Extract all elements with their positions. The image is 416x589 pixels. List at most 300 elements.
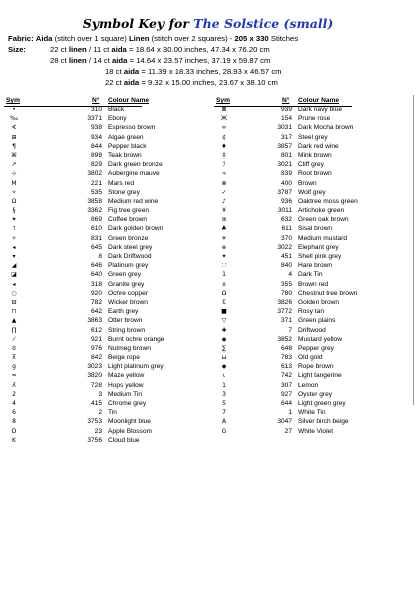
colour-name: Tin xyxy=(108,409,117,417)
symbol-glyph: ∢ xyxy=(11,124,17,132)
floss-number: 611 xyxy=(281,225,292,233)
colour-name: Otter brown xyxy=(108,317,143,325)
symbol-glyph: ˥ xyxy=(12,225,16,233)
symbol-glyph: x xyxy=(222,280,226,288)
key-row xyxy=(214,170,414,179)
floss-number: 801 xyxy=(280,151,292,159)
floss-number: 3852 xyxy=(277,335,292,343)
key-row xyxy=(214,317,414,326)
fabric-aida-note: (stitch over 1 square) xyxy=(54,34,127,43)
floss-number: 921 xyxy=(90,335,102,343)
floss-number: 3021 xyxy=(277,161,292,169)
key-row xyxy=(4,115,209,124)
key-row xyxy=(214,189,414,198)
sym-header: Sym xyxy=(216,97,230,104)
colour-name: Silver birch beige xyxy=(298,418,349,426)
title-prefix: Symbol Key for xyxy=(82,16,189,31)
key-row xyxy=(214,161,414,170)
floss-number: 613 xyxy=(280,363,292,371)
symbol-glyph: ɩ xyxy=(222,372,226,380)
key-row xyxy=(4,216,209,225)
colour-name: Pepper black xyxy=(108,142,147,150)
symbol-glyph: ʎ xyxy=(12,381,16,389)
symbol-glyph: ⊹ xyxy=(11,170,17,178)
key-row xyxy=(214,418,414,427)
colour-name: Fig tree green xyxy=(108,207,150,215)
key-row xyxy=(4,235,209,244)
key-row xyxy=(4,271,209,280)
floss-number: 23 xyxy=(94,427,102,435)
floss-number: 938 xyxy=(90,124,102,132)
symbol-glyph: ¶ xyxy=(12,142,16,150)
colour-name: Algae green xyxy=(108,133,144,141)
symbol-glyph: ✚ xyxy=(221,326,227,334)
floss-number: 640 xyxy=(90,271,102,279)
symbol-glyph: ⌘ xyxy=(11,151,17,159)
key-row xyxy=(4,198,209,207)
colour-name: Sisal brown xyxy=(298,225,333,233)
colour-name: Platinum grey xyxy=(108,262,149,270)
colour-name: Light tangerine xyxy=(298,372,342,380)
key-row xyxy=(4,418,209,427)
size-row-4: 22 ct aida = 9.32 x 15.00 inches, 23.67 x 38.10 cm xyxy=(105,78,278,87)
floss-number: 610 xyxy=(90,225,102,233)
key-row xyxy=(214,363,414,372)
colour-name: Hops yellow xyxy=(108,381,144,389)
colour-name: Apple Blossom xyxy=(108,427,152,435)
symbol-glyph: Ж xyxy=(220,115,228,123)
colour-name: Dark navy blue xyxy=(298,106,342,113)
floss-number: 842 xyxy=(90,354,102,362)
colour-name: Nutmeg brown xyxy=(108,344,151,352)
symbol-glyph: ☀ xyxy=(221,234,227,242)
symbol-glyph: ‰ xyxy=(9,115,19,123)
colour-name: Cloud blue xyxy=(108,436,140,444)
colour-name: Rope brown xyxy=(298,363,334,371)
symbol-glyph: G xyxy=(221,427,227,435)
colour-name: Teak brown xyxy=(108,151,142,159)
key-row xyxy=(214,299,414,308)
key-row xyxy=(214,244,414,253)
key-row xyxy=(4,327,209,336)
colour-name: Brown xyxy=(298,179,317,187)
symbol-glyph: § xyxy=(12,207,16,215)
floss-number: 920 xyxy=(90,289,102,297)
colour-name: Burnt ochre orange xyxy=(108,335,165,343)
key-row xyxy=(4,409,209,418)
key-row xyxy=(4,382,209,391)
colour-name: Lemon xyxy=(298,381,319,389)
symbol-glyph: ■ xyxy=(221,308,227,316)
symbol-glyph: ℐ xyxy=(222,161,226,169)
floss-number: 646 xyxy=(90,262,102,270)
symbol-glyph: ♦ xyxy=(221,142,227,150)
symbol-glyph: Ω xyxy=(11,197,17,205)
floss-number: 939 xyxy=(280,106,292,113)
key-row xyxy=(214,225,414,234)
floss-number: 831 xyxy=(90,234,102,242)
floss-number: 154 xyxy=(280,115,292,123)
symbol-glyph: ✧ xyxy=(11,188,17,196)
floss-number: 780 xyxy=(280,289,292,297)
floss-number: 307 xyxy=(280,381,292,389)
symbol-glyph: ⊗ xyxy=(221,179,227,187)
colour-name: Dark Mocha brown xyxy=(298,124,354,132)
key-row xyxy=(4,391,209,400)
key-row xyxy=(214,124,414,133)
colour-name: Dark golden brown xyxy=(108,225,164,233)
colour-name: Ebony xyxy=(108,115,127,123)
symbol-glyph: ⊓ xyxy=(11,308,17,316)
colour-name: Granite grey xyxy=(108,280,145,288)
floss-number: 3011 xyxy=(277,207,292,215)
floss-number: 3371 xyxy=(87,115,102,123)
colour-name: Oyster grey xyxy=(298,390,333,398)
key-row xyxy=(4,345,209,354)
symbol-glyph: ʊ xyxy=(12,344,16,352)
symbol-glyph: ∷ xyxy=(222,262,226,270)
colour-name: Elephant grey xyxy=(298,243,339,251)
floss-number: 840 xyxy=(280,262,292,270)
key-row xyxy=(4,281,209,290)
key-row xyxy=(4,336,209,345)
key-row xyxy=(4,290,209,299)
key-row xyxy=(214,180,414,189)
floss-number: 3362 xyxy=(87,207,102,215)
colour-name: Aubergine mauve xyxy=(108,170,160,178)
floss-number: 648 xyxy=(280,344,292,352)
colour-name: Medium red wine xyxy=(108,197,159,205)
colour-name: Chestnut tree brown xyxy=(298,289,358,297)
left-key-header xyxy=(4,97,209,106)
key-row xyxy=(4,428,209,437)
floss-number: 3022 xyxy=(277,243,292,251)
symbol-glyph: ◪ xyxy=(11,271,17,279)
key-row xyxy=(4,124,209,133)
floss-number: 355 xyxy=(280,280,292,288)
key-row xyxy=(214,345,414,354)
symbol-glyph: ∑ xyxy=(221,344,227,352)
colour-name: Black xyxy=(108,106,125,113)
floss-number: 3772 xyxy=(277,308,292,316)
floss-number: 742 xyxy=(280,372,292,380)
symbol-glyph: ¢ xyxy=(222,133,226,141)
floss-number: 27 xyxy=(284,427,292,435)
colour-name: Artichoke green xyxy=(298,207,345,215)
key-row xyxy=(214,271,414,280)
symbol-glyph: 4 xyxy=(12,400,16,407)
colour-name: Medium Tin xyxy=(108,390,143,398)
floss-number: 898 xyxy=(90,151,102,159)
fabric-stitches-suffix: Stitches xyxy=(270,34,299,43)
colour-name: Dark green bronze xyxy=(108,161,163,169)
right-key-header xyxy=(214,97,414,106)
colour-name: Mink brown xyxy=(298,151,332,159)
floss-number: 535 xyxy=(90,188,102,196)
key-row xyxy=(214,308,414,317)
symbol-glyph: ♣ xyxy=(221,225,227,233)
symbol-glyph: 5 xyxy=(222,400,226,407)
floss-number: 612 xyxy=(90,326,102,334)
floss-number: 3857 xyxy=(277,142,292,150)
colour-name: Wicker brown xyxy=(108,298,148,306)
symbol-glyph: ϖ xyxy=(11,298,17,306)
key-row xyxy=(214,253,414,262)
symbol-glyph: ɵ xyxy=(222,243,226,251)
key-row xyxy=(4,143,209,152)
floss-number: 3802 xyxy=(87,170,102,178)
key-row xyxy=(4,152,209,161)
floss-number: 869 xyxy=(90,216,102,224)
size-row-1: 22 ct linen / 11 ct aida = 18.64 x 30.00 inches, 47.34 x 76.20 cm xyxy=(50,45,270,54)
floss-number: 3031 xyxy=(277,124,292,132)
floss-number: 3023 xyxy=(87,363,102,371)
floss-number: 400 xyxy=(280,179,292,187)
key-row xyxy=(4,134,209,143)
floss-number: 927 xyxy=(280,390,292,398)
key-row xyxy=(4,207,209,216)
floss-number: 782 xyxy=(90,298,102,306)
colour-name: Dark red wine xyxy=(298,142,339,150)
symbol-glyph: ¥ xyxy=(222,207,226,215)
symbol-glyph: ∞ xyxy=(221,124,227,132)
key-row xyxy=(214,152,414,161)
symbol-glyph: A xyxy=(221,418,227,426)
colour-name: Moonlight blue xyxy=(108,418,151,426)
floss-number: 8 xyxy=(98,253,102,260)
colour-name: Stone grey xyxy=(108,188,140,196)
key-row xyxy=(214,382,414,391)
symbol-glyph: ∏ xyxy=(11,326,17,334)
right-key-column xyxy=(214,97,414,437)
floss-number: 644 xyxy=(280,400,292,407)
colour-name: Dark Driftwood xyxy=(108,253,152,260)
key-row xyxy=(214,400,414,409)
colour-name: Dark steel grey xyxy=(108,243,153,251)
symbol-glyph: 1 xyxy=(222,381,226,389)
symbol-glyph: 6 xyxy=(12,409,16,417)
key-row xyxy=(4,262,209,271)
symbol-glyph: ✓ xyxy=(221,188,227,196)
colour-name: Dark Tin xyxy=(298,271,323,279)
pattern-name: The Solstice (small) xyxy=(193,16,334,31)
symbol-glyph: ◢ xyxy=(11,262,17,270)
floss-number: 829 xyxy=(90,161,102,169)
floss-number: 728 xyxy=(90,381,102,389)
symbol-glyph: 7 xyxy=(222,409,226,417)
colour-name: Green grey xyxy=(108,271,141,279)
key-row xyxy=(214,354,414,363)
key-row xyxy=(4,437,209,446)
key-row xyxy=(214,262,414,271)
colour-name: Mars red xyxy=(108,179,135,187)
floss-number: 370 xyxy=(280,234,292,242)
floss-number: 3820 xyxy=(87,372,102,380)
floss-number: 1 xyxy=(288,409,292,417)
fabric-stitches: 205 x 330 xyxy=(234,34,269,43)
colour-name: Old gold xyxy=(298,354,323,362)
size-label: Size: xyxy=(8,45,26,54)
floss-number: 4 xyxy=(288,271,292,279)
symbol-glyph: ≈ xyxy=(11,372,17,380)
key-row xyxy=(4,299,209,308)
colour-name: Shell pink grey xyxy=(298,253,342,260)
colour-name: Chrome grey xyxy=(108,400,147,407)
key-row xyxy=(214,235,414,244)
symbol-glyph: ⊛ xyxy=(221,216,227,224)
symbol-glyph: ✦ xyxy=(221,253,227,260)
floss-number: 3858 xyxy=(87,197,102,205)
page-title xyxy=(0,16,416,31)
symbol-glyph: ✦ xyxy=(11,216,17,224)
colour-name: String brown xyxy=(108,326,146,334)
colour-name: Green bronze xyxy=(108,234,149,242)
colour-name: Light platinum grey xyxy=(108,363,164,371)
symbol-glyph: ▲ xyxy=(11,317,17,325)
symbol-glyph: ⊼ xyxy=(11,354,17,362)
floss-number: 642 xyxy=(90,308,102,316)
symbol-glyph: 2 xyxy=(12,390,16,398)
floss-number: 645 xyxy=(90,243,102,251)
colour-name: Pepper grey xyxy=(298,344,334,352)
key-row xyxy=(214,134,414,143)
colour-name: Golden brown xyxy=(298,298,340,306)
key-row xyxy=(214,143,414,152)
key-row xyxy=(214,115,414,124)
num-header: N° xyxy=(282,97,290,104)
key-row xyxy=(4,253,209,262)
key-row xyxy=(4,106,209,115)
symbol-glyph: ▽ xyxy=(221,317,227,325)
fabric-linen-note: (stitch over 2 squares) - xyxy=(151,34,233,43)
colour-name: Oaktree moss green xyxy=(298,197,358,205)
key-row xyxy=(4,308,209,317)
symbol-glyph: Ɛ xyxy=(222,298,226,306)
colour-name: Brown red xyxy=(298,280,329,288)
key-row xyxy=(214,281,414,290)
symbol-glyph: Ω xyxy=(221,289,227,297)
key-row xyxy=(214,198,414,207)
colour-name: White Violet xyxy=(298,427,334,435)
fabric-linen: Linen xyxy=(128,34,150,43)
key-row xyxy=(214,409,414,418)
floss-number: 318 xyxy=(90,280,102,288)
name-header: Colour Name xyxy=(298,97,340,104)
floss-number: 221 xyxy=(90,179,102,187)
symbol-glyph: 1 xyxy=(222,271,226,279)
colour-name: Hare brown xyxy=(298,262,333,270)
symbol-glyph: D xyxy=(11,427,17,435)
key-row xyxy=(214,327,414,336)
key-row xyxy=(214,106,414,115)
size-row-3: 18 ct aida = 11.39 x 18.33 inches, 28.93 x 46.57 cm xyxy=(105,67,282,76)
symbol-glyph: ⊠ xyxy=(221,106,227,113)
symbol-glyph: ◂ xyxy=(12,280,16,288)
colour-name: Prune rose xyxy=(298,115,331,123)
floss-number: 3826 xyxy=(277,298,292,306)
floss-number: 3863 xyxy=(87,317,102,325)
colour-name: Light green grey xyxy=(298,400,346,407)
fabric-aida: Aida xyxy=(35,34,53,43)
size-row-2: 28 ct linen / 14 ct aida = 14.64 x 23.57 inches, 37.19 x 59.87 cm xyxy=(50,56,271,65)
key-row xyxy=(4,189,209,198)
colour-name: White Tin xyxy=(298,409,326,417)
key-row xyxy=(4,372,209,381)
key-row xyxy=(4,363,209,372)
num-header: N° xyxy=(92,97,100,104)
floss-number: 934 xyxy=(90,133,102,141)
floss-number: 3 xyxy=(98,390,102,398)
symbol-glyph: ▾ xyxy=(12,253,16,260)
floss-number: 839 xyxy=(280,170,292,178)
floss-number: 415 xyxy=(90,400,102,407)
floss-number: 936 xyxy=(280,197,292,205)
colour-name: Earth grey xyxy=(108,308,139,316)
symbol-glyph: 8 xyxy=(12,418,16,426)
key-row xyxy=(4,161,209,170)
floss-number: 2 xyxy=(98,409,102,417)
floss-number: 7 xyxy=(288,326,292,334)
key-row xyxy=(4,180,209,189)
key-row xyxy=(4,354,209,363)
symbol-glyph: ◆ xyxy=(221,335,227,343)
key-row xyxy=(214,336,414,345)
key-row xyxy=(4,244,209,253)
floss-number: 783 xyxy=(280,354,292,362)
floss-number: 371 xyxy=(280,317,292,325)
colour-name: Maze yellow xyxy=(108,372,145,380)
symbol-glyph: ↗ xyxy=(11,161,17,169)
symbol-glyph: ○ xyxy=(11,289,17,297)
floss-number: 317 xyxy=(280,133,292,141)
colour-name: Mustard yellow xyxy=(298,335,342,343)
key-row xyxy=(4,170,209,179)
key-row xyxy=(214,290,414,299)
floss-number: 310 xyxy=(90,106,102,113)
floss-number: 3047 xyxy=(277,418,292,426)
colour-name: Steel grey xyxy=(298,133,328,141)
symbol-glyph: ⁄ xyxy=(13,335,15,343)
symbol-glyph: g xyxy=(12,363,16,371)
symbol-glyph: ◂ xyxy=(12,243,16,251)
colour-name: Medium mustard xyxy=(298,234,348,242)
fabric-line xyxy=(8,34,298,43)
colour-name: Coffee brown xyxy=(108,216,148,224)
symbol-glyph: ∻ xyxy=(221,170,227,178)
fabric-label: Fabric: xyxy=(8,34,34,43)
left-key-column xyxy=(4,97,209,446)
symbol-glyph: K xyxy=(12,436,16,444)
colour-name: Cliff grey xyxy=(298,161,324,169)
key-row xyxy=(214,428,414,437)
floss-number: 844 xyxy=(90,142,102,150)
colour-name: Ochre copper xyxy=(108,289,148,297)
symbol-glyph: ⊞ xyxy=(11,133,17,141)
symbol-glyph: ✧ xyxy=(11,234,17,242)
colour-name: Green plains xyxy=(298,317,336,325)
floss-number: 451 xyxy=(280,253,292,260)
colour-name: Beige rope xyxy=(108,354,140,362)
symbol-glyph: • xyxy=(12,106,16,113)
colour-name: Rosy tan xyxy=(298,308,325,316)
symbol-glyph: ω xyxy=(221,354,227,362)
key-row xyxy=(4,225,209,234)
colour-name: Wolf grey xyxy=(298,188,326,196)
floss-number: 976 xyxy=(90,344,102,352)
key-row xyxy=(214,207,414,216)
floss-number: 632 xyxy=(280,216,292,224)
colour-name: Green oak brown xyxy=(298,216,349,224)
